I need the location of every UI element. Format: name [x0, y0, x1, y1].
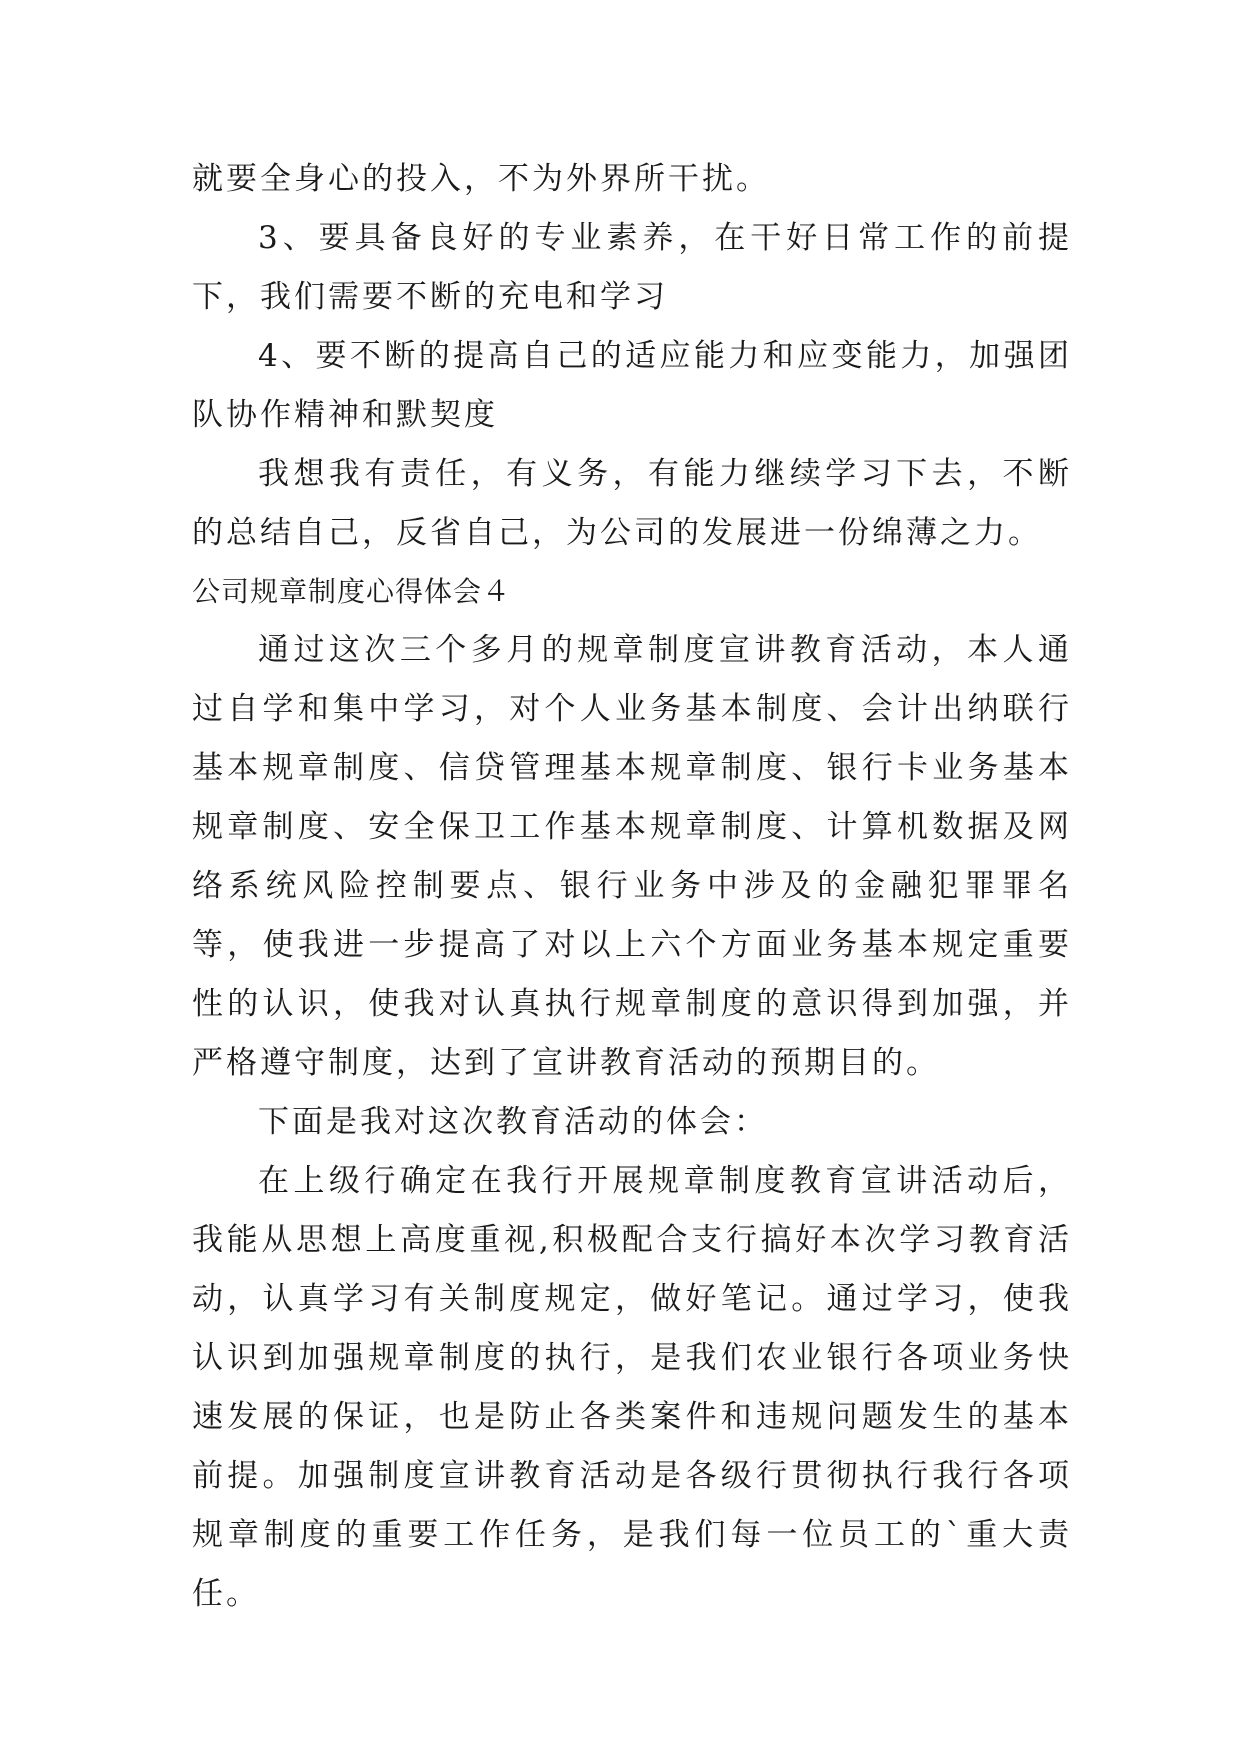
paragraph: 4、要不断的提高自己的适应能力和应变能力，加强团队协作精神和默契度	[192, 338, 1072, 433]
paragraph: 下面是我对这次教育活动的体会：	[258, 1104, 768, 1140]
paragraph: 通过这次三个多月的规章制度宣讲教育活动，本人通过自学和集中学习，对个人业务基本制度、会计出纳联行基本规章制度、信贷管理基本规章制度、银行卡业务基本规章制度、安全保卫工作基本规章制度、计算机数据及网络系统风险控制要点、银行业务中涉及的金融犯罪罪名等，使我进一步提高了对以上六个方面业务基本规定重要性的认识，使我对认真执行规章制度的意识得到加强，并严格遵守制度，达到了宣讲教育活动的预期目的。	[192, 632, 1072, 1081]
document-body	[192, 150, 1072, 1624]
paragraph: 就要全身心的投入，不为外界所干扰。	[192, 161, 770, 197]
paragraph: 我想我有责任，有义务，有能力继续学习下去，不断的总结自己，反省自己，为公司的发展进一份绵薄之力。	[192, 456, 1072, 551]
paragraph: 在上级行确定在我行开展规章制度教育宣讲活动后，我能从思想上高度重视,积极配合支行搞好本次学习教育活动，认真学习有关制度规定，做好笔记。通过学习，使我认识到加强规章制度的执行，是我们农业银行各项业务快速发展的保证，也是防止各类案件和违规问题发生的基本前提。加强制度宣讲教育活动是各级行贯彻执行我行各项规章制度的重要工作任务，是我们每一位员工的`重大责任。	[192, 1163, 1072, 1612]
section-heading: 公司规章制度心得体会４	[192, 575, 512, 608]
paragraph: 3、要具备良好的专业素养，在干好日常工作的前提下，我们需要不断的充电和学习	[192, 220, 1072, 315]
